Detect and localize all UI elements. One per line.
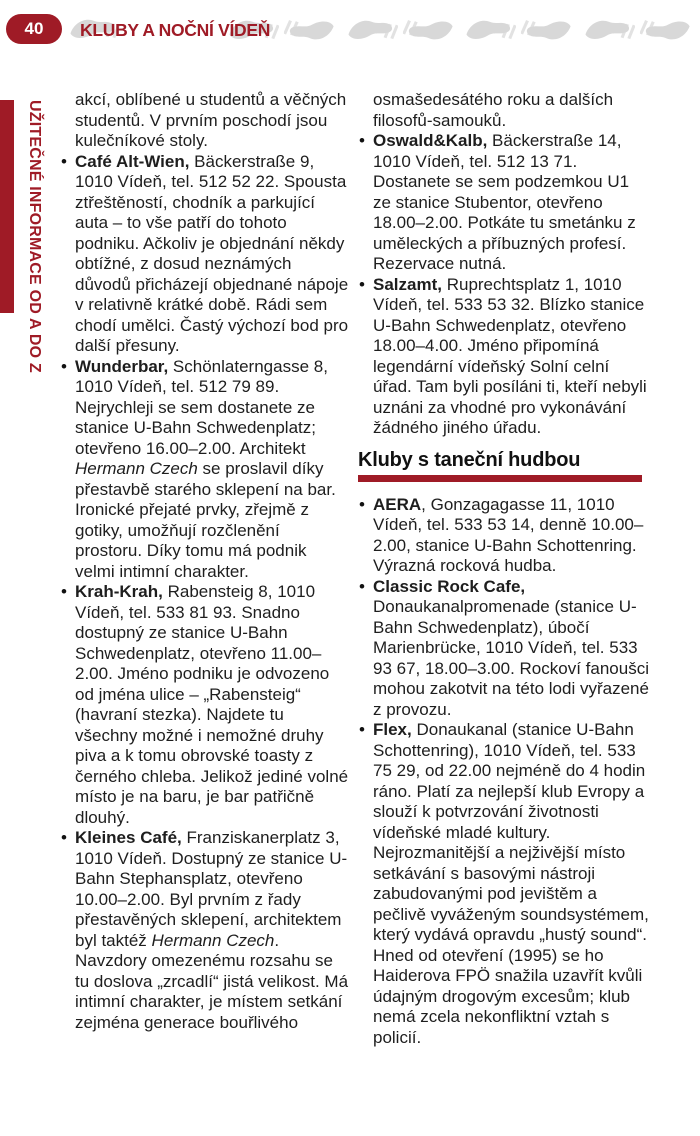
entry-wunderbar: • Wunderbar, Schönlaterngasse 8, 1010 Vídeň, tel. 512 79 89. Nejrychleji se sem dostanete ze stanice U-Bahn Schwedenplatz; otevřeno 16.00–2.00. Architekt Hermann Czech se proslavil díky přestavbě starého sklepení na bar. Ironické přejaté prvky, zřejmě z gotiky, umožňují rozčlenění prostoru. Díky tomu má podnik velmi intimní charakter. xyxy=(60,357,350,583)
decoration-row xyxy=(225,14,694,46)
entry-krah-krah: • Krah-Krah, Rabensteig 8, 1010 Vídeň, tel. 533 81 93. Snadno dostupný ze stanice U-Bahn Schwedenplatz, otevřeno 11.00–2.00. Jméno podniku je odvozeno od jména ulice – „Rabensteig“ (havraní stezka). Najdete tu všechny možné i nemožné druhy piva a k tomu obrovské toasty z černého chleba. Jelikož jediné volné místo je na baru, je bar patřičně dlouhý. xyxy=(60,582,350,828)
entry-aera: • AERA, Gonzagagasse 11, 1010 Vídeň, tel. 533 53 14, denně 10.00–2.00, stanice U-Bahn Schottenring. Výrazná rocková hudba. xyxy=(358,495,650,577)
section-rule xyxy=(358,475,642,482)
entry-classic-rock-cafe: • Classic Rock Cafe, Donaukanalpromenade (stanice U-Bahn Schwedenplatz), úbočí Marienbrücke, 1010 Vídeň, tel. 533 93 67, 18.00–3.00. Rockoví fanoušci mohou zakotvit na této lodi vyřazené z provozu. xyxy=(358,577,650,721)
swoosh-icon xyxy=(521,14,576,46)
page-number-badge xyxy=(6,14,62,44)
sidebar-tab-bar xyxy=(0,100,14,313)
right-column xyxy=(358,90,650,1048)
page-title: KLUBY A NOČNÍ VÍDEŇ xyxy=(80,20,271,40)
section-heading: Kluby s taneční hudbou xyxy=(358,448,581,471)
entry-kleines-cafe: • Kleines Café, Franziskanerplatz 3, 1010 Vídeň. Dostupný ze stanice U-Bahn Stephansplatz, otevřeno 10.00–2.00. Byl prvním z řady přestavěných sklepení, architektem byl taktéž Hermann Czech. Navzdory omezenému rozsahu se tu doslova „zrcadlí“ jistá velikost. Má intimní charakter, je místem setkání zejména generace bouřlivého xyxy=(60,828,350,1033)
page-number: 40 xyxy=(24,19,44,38)
paragraph-continuation: akcí, oblíbené u studentů a věčných studentů. V prvním poschodí jsou kulečníkové stoly. xyxy=(75,90,347,150)
swoosh-icon xyxy=(344,15,398,45)
swoosh-icon xyxy=(639,14,694,46)
paragraph-continuation: osmašedesátého roku a dalších filosofů-samouků. xyxy=(373,90,614,130)
left-column xyxy=(60,90,350,1033)
sidebar-label: UŽITEČNÉ INFORMACE OD A DO Z xyxy=(26,100,43,373)
entry-cafe-alt-wien: • Café Alt-Wien, Bäckerstraße 9, 1010 Vídeň, tel. 512 52 22. Spousta ztřeštěností, chodník a parkující auta – to vše patří do tohoto podniku. Ačkoliv je objednání někdy obtížné, z dosud neznámých důvodů přicházejí objednané nápoje v relativně krátké době. Rádi sem chodí umělci. Častý výchozí bod pro další přesuny. xyxy=(60,152,350,357)
swoosh-icon xyxy=(402,14,457,46)
entry-flex: • Flex, Donaukanal (stanice U-Bahn Schottenring), 1010 Vídeň, tel. 533 75 29, od 22.00 nejméně do 4 hodin ráno. Platí za nejlepší klub Evropy a slouží k potvrzování životnosti vídeňské mladé kultury. Nejrozmanitější a nejživější místo setkávání s basovými nástroji zabudovanými pod jevištěm a pečlivě vyváženým soundsystémem, který vydává opravdu „hustý sound“. Hned od otevření (1995) se ho Haiderova FPÖ snažila uzavřít kvůli údajným drogovým excesům; klub nemá zcela nekonfliktní vztah s policií. xyxy=(358,720,650,1048)
entry-oswald-kalb: • Oswald&Kalb, Bäckerstraße 14, 1010 Vídeň, tel. 512 13 71. Dostanete se sem podzemkou U1 ze stanice Stubentor, otevřeno 18.00–2.00. Potkáte tu smetánku z uměleckých a příbuzných profesí. Rezervace nutná. xyxy=(358,131,650,275)
swoosh-icon xyxy=(581,15,635,45)
swoosh-icon xyxy=(462,15,516,45)
entry-salzamt: • Salzamt, Ruprechtsplatz 1, 1010 Vídeň, tel. 533 53 32. Blízko stanice U-Bahn Schwedenplatz, otevřeno 18.00–4.00. Jméno připomíná legendární vídeňský Solní celní úřad. Tam byli posíláni ti, kteří nebyli uznáni za vhodné pro vykonávání žádného jiného úřadu. xyxy=(358,275,650,439)
swoosh-icon xyxy=(284,14,339,46)
